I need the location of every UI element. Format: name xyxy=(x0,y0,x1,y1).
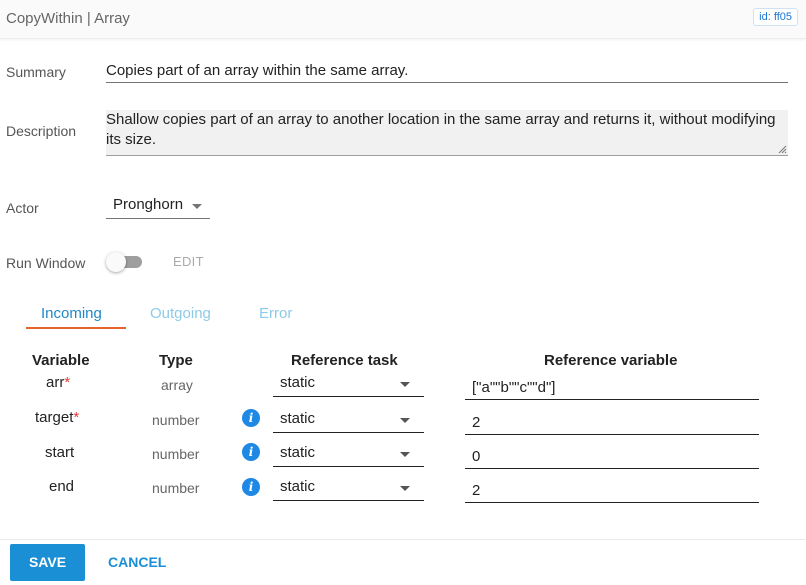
toggle-knob xyxy=(106,252,126,272)
tab-incoming[interactable]: Incoming xyxy=(41,305,102,322)
run-window-toggle[interactable] xyxy=(106,254,142,270)
variable-name: start xyxy=(45,444,75,461)
description-label: Description xyxy=(6,123,77,139)
chevron-down-icon xyxy=(400,486,410,491)
id-badge: id: ff05 xyxy=(753,8,798,26)
actor-select[interactable] xyxy=(106,196,210,219)
column-header-variable: Variable xyxy=(32,352,90,369)
variable-type: number xyxy=(152,446,200,462)
column-header-type: Type xyxy=(159,352,193,369)
description-textarea[interactable] xyxy=(106,110,788,156)
chevron-down-icon xyxy=(400,452,410,457)
reference-task-value: static xyxy=(280,444,316,461)
reference-task-value: static xyxy=(280,374,316,391)
reference-task-value: static xyxy=(280,410,316,427)
tab-outgoing[interactable]: Outgoing xyxy=(150,305,211,322)
column-header-reference-task: Reference task xyxy=(291,352,398,369)
reference-variable-value: 2 xyxy=(472,482,481,499)
chevron-down-icon xyxy=(192,204,202,209)
actor-value: Pronghorn xyxy=(113,196,184,213)
column-header-reference-variable: Reference variable xyxy=(544,352,678,369)
required-marker: * xyxy=(73,409,80,426)
reference-variable-input[interactable] xyxy=(465,410,759,435)
variable-type: number xyxy=(152,480,200,496)
reference-task-select[interactable] xyxy=(273,442,424,467)
reference-task-value: static xyxy=(280,478,316,495)
footer-bar xyxy=(0,539,806,585)
reference-variable-value: 2 xyxy=(472,414,481,431)
variable-type: array xyxy=(161,377,193,393)
cancel-button[interactable]: CANCEL xyxy=(108,554,167,570)
header-bar xyxy=(0,0,806,39)
reference-task-select[interactable] xyxy=(273,476,424,501)
summary-label: Summary xyxy=(6,64,66,80)
tab-error[interactable]: Error xyxy=(259,305,293,322)
variable-name: end xyxy=(49,478,75,495)
reference-variable-value: 0 xyxy=(472,448,481,465)
variable-name: target* xyxy=(35,409,80,426)
chevron-down-icon xyxy=(400,418,410,423)
run-window-label: Run Window xyxy=(6,255,86,271)
info-icon[interactable]: i xyxy=(242,443,260,461)
resize-grip-icon[interactable] xyxy=(777,144,787,154)
save-button[interactable]: SAVE xyxy=(10,544,85,581)
info-icon[interactable]: i xyxy=(242,478,260,496)
info-icon[interactable]: i xyxy=(242,409,260,427)
reference-variable-value: ["a""b""c""d"] xyxy=(472,379,556,396)
variable-type: number xyxy=(152,412,200,428)
reference-variable-input[interactable] xyxy=(465,444,759,469)
summary-value: Copies part of an array within the same array. xyxy=(106,62,409,79)
description-value: Shallow copies part of an array to another location in the same array and returns it, without modifying its size. xyxy=(106,111,776,148)
chevron-down-icon xyxy=(400,382,410,387)
active-tab-indicator xyxy=(26,327,126,329)
variable-name: arr* xyxy=(46,374,71,391)
reference-task-select[interactable] xyxy=(273,372,424,397)
page-title: CopyWithin | Array xyxy=(6,10,130,27)
required-marker: * xyxy=(64,374,71,391)
reference-task-select[interactable] xyxy=(273,408,424,433)
summary-underline xyxy=(106,82,788,83)
reference-variable-input[interactable] xyxy=(465,478,759,503)
reference-variable-input[interactable] xyxy=(465,375,759,400)
actor-label: Actor xyxy=(6,200,39,216)
edit-button[interactable]: EDIT xyxy=(173,254,204,269)
